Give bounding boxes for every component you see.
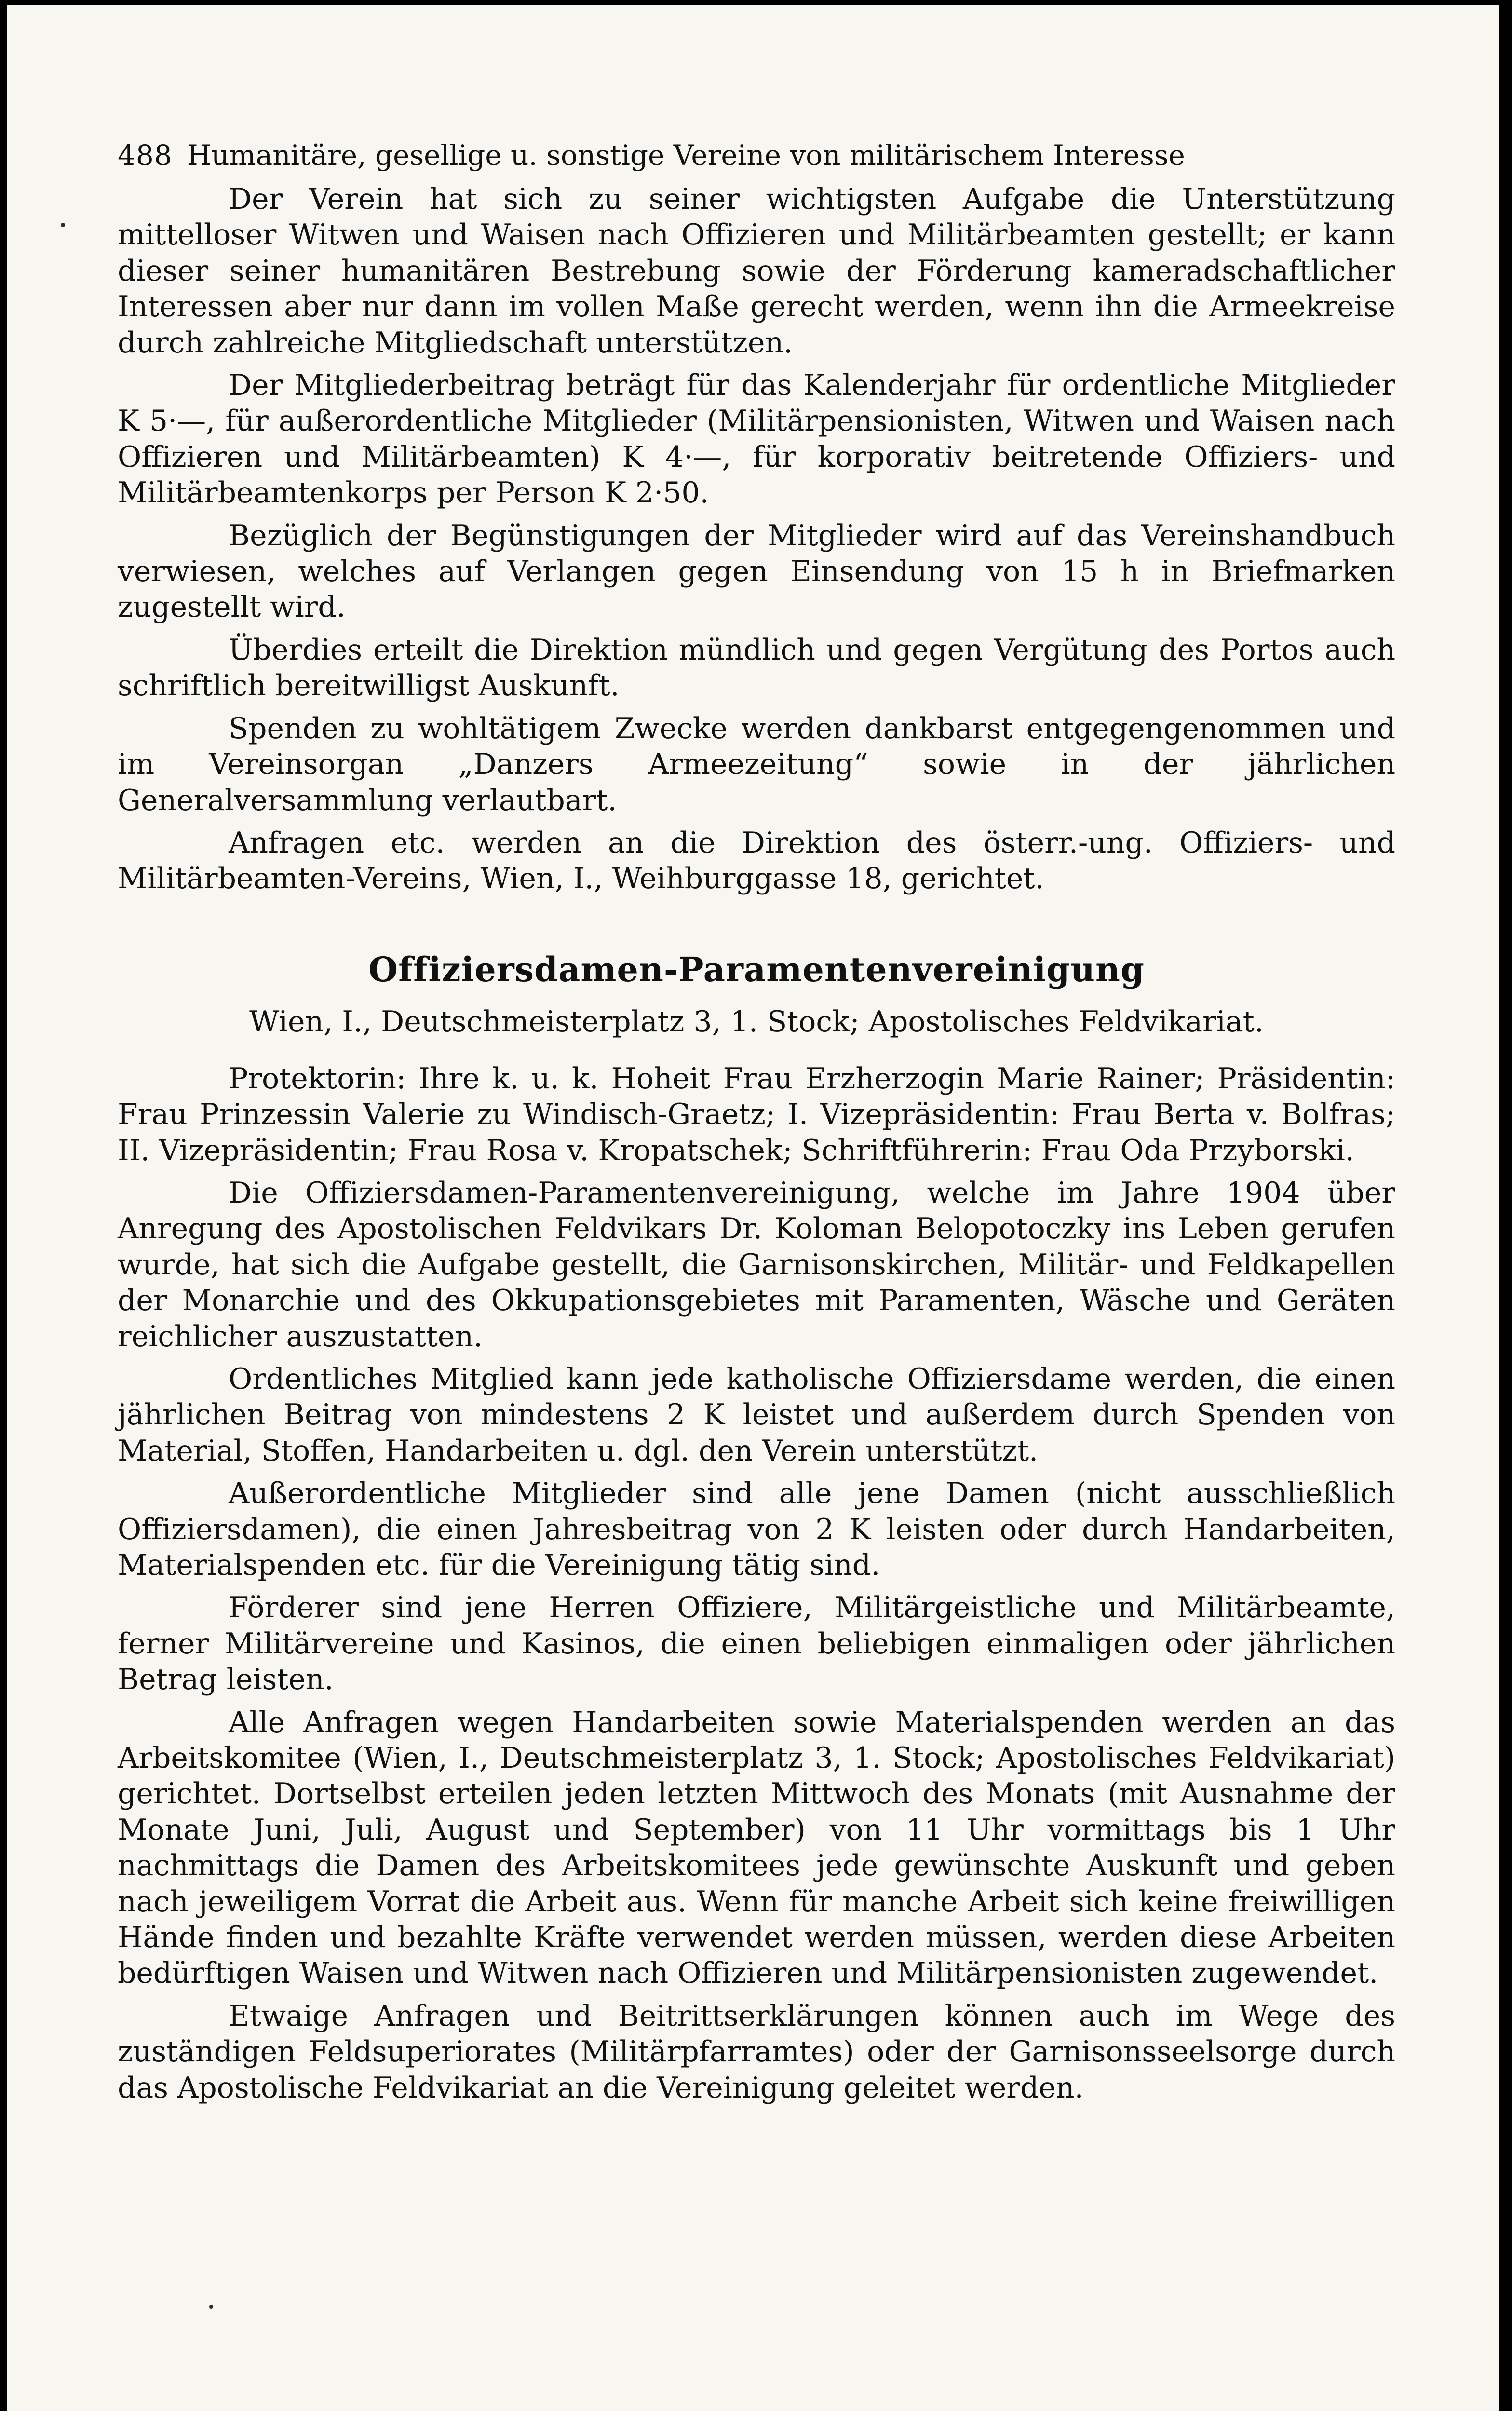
section-title: Offiziersdamen-Paramentenvereinigung [368,949,1145,989]
scanned-page [7,5,1498,2411]
paragraph: Überdies erteilt die Direktion mündlich und gegen Vergütung des Portos auch schriftlich bereitwilligst Auskunft. [118,633,1395,703]
paragraph: Außerordentliche Mitglieder sind alle jene Damen (nicht ausschließlich Offiziersdamen), die einen Jahresbeitrag von 2 K leisten oder durch Handarbeiten, Materialspenden etc. für die Vereinigung tätig sind. [118,1476,1395,1582]
paragraph: Der Mitgliederbeitrag beträgt für das Kalenderjahr für ordentliche Mitglieder K 5·—, für außerordentliche Mitglieder (Militärpensionisten, Witwen und Waisen nach Offizieren und Militärbeamten) K 4·—, für korporativ beitretende Offiziers- und Militärbeamtenkorps per Person K 2·50. [118,368,1395,510]
paragraph: Anfragen etc. werden an die Direktion des österr.-ung. Offiziers- und Militärbeamten-Vereins, Wien, I., Weihburggasse 18, gerichtet. [118,826,1395,896]
paragraph: Der Verein hat sich zu seiner wichtigsten Aufgabe die Unterstützung mittelloser Witwen und Waisen nach Offizieren und Militärbeamten gestellt; er kann dieser seiner humanitären Bestrebung sowie der Förderung kameradschaftlicher Interessen aber nur dann im vollen Maße gerecht werden, wenn ihn die Armeekreise durch zahlreiche Mitgliedschaft unterstützen. [118,182,1395,360]
page-number: 488 [118,139,173,172]
paragraph: Protektorin: Ihre k. u. k. Hoheit Frau Erzherzogin Marie Rainer; Präsidentin: Frau Prinzessin Valerie zu Windisch-Graetz; I. Vizepräsidentin: Frau Berta v. Bolfras; II. Vizepräsidentin; Frau Rosa v. Kropatschek; Schriftführerin: Frau Oda Przyborski. [118,1061,1395,1167]
paragraph: Bezüglich der Begünstigungen der Mitglieder wird auf das Vereinshandbuch verwiesen, welches auf Verlangen gegen Einsendung von 15 h in Briefmarken zugestellt wird. [118,518,1395,624]
section-body [118,1061,1395,2106]
paragraph: Ordentliches Mitglied kann jede katholische Offiziersdame werden, die einen jährlichen Beitrag von mindestens 2 K leistet und außerdem durch Spenden von Material, Stoffen, Handarbeiten u. dgl. den Verein unterstützt. [118,1362,1395,1468]
paragraph: Die Offiziersdamen-Paramentenvereinigung, welche im Jahre 1904 über Anregung des Apostolischen Feldvikars Dr. Koloman Belopotoczky ins Leben gerufen wurde, hat sich die Aufgabe gestellt, die Garnisonskirchen, Militär- und Feldkapellen der Monarchie und des Okkupationsgebietes mit Paramenten, Wäsche und Geräten reichlicher auszustatten. [118,1176,1395,1354]
scan-speck [209,2305,213,2309]
paragraph: Alle Anfragen wegen Handarbeiten sowie Materialspenden werden an das Arbeitskomitee (Wien, I., Deutschmeisterplatz 3, 1. Stock; Apostolisches Feldvikariat) gerichtet. Dortselbst erteilen jeden letzten Mittwoch des Monats (mit Ausnahme der Monate Juni, Juli, August und September) von 11 Uhr vormittags bis 1 Uhr nachmittags die Damen des Arbeitskomitees jede gewünschte Auskunft und geben nach jeweiligem Vorrat die Arbeit aus. Wenn für manche Arbeit sich keine freiwilligen Hände finden und bezahlte Kräfte verwendet werden müssen, werden diese Arbeiten bedürftigen Waisen und Witwen nach Offizieren und Militärpensionisten zugewendet. [118,1705,1395,1991]
scan-speck [61,223,65,227]
paragraph: Spenden zu wohltätigem Zwecke werden dankbarst entgegengenommen und im Vereinsorgan „Danzers Armeezeitung“ sowie in der jährlichen Generalversammlung verlautbart. [118,711,1395,817]
running-title: Humanitäre, gesellige u. sonstige Vereine von militärischem Interesse [187,139,1185,172]
running-header [118,135,1395,176]
paragraph: Förderer sind jene Herren Offiziere, Militärgeistliche und Militärbeamte, ferner Militärvereine und Kasinos, die einen beliebigen einmaligen oder jährlichen Betrag leisten. [118,1591,1395,1697]
page-content [118,135,1395,2113]
paragraph: Etwaige Anfragen und Beitrittserklärungen können auch im Wege des zuständigen Feldsuperiorates (Militärpfarramtes) oder der Garnisonsseelsorge durch das Apostolische Feldvikariat an die Vereinigung geleitet werden. [118,1999,1395,2105]
section-address: Wien, I., Deutschmeisterplatz 3, 1. Stock; Apostolisches Feldvikariat. [249,1004,1264,1039]
intro-section [118,181,1395,897]
